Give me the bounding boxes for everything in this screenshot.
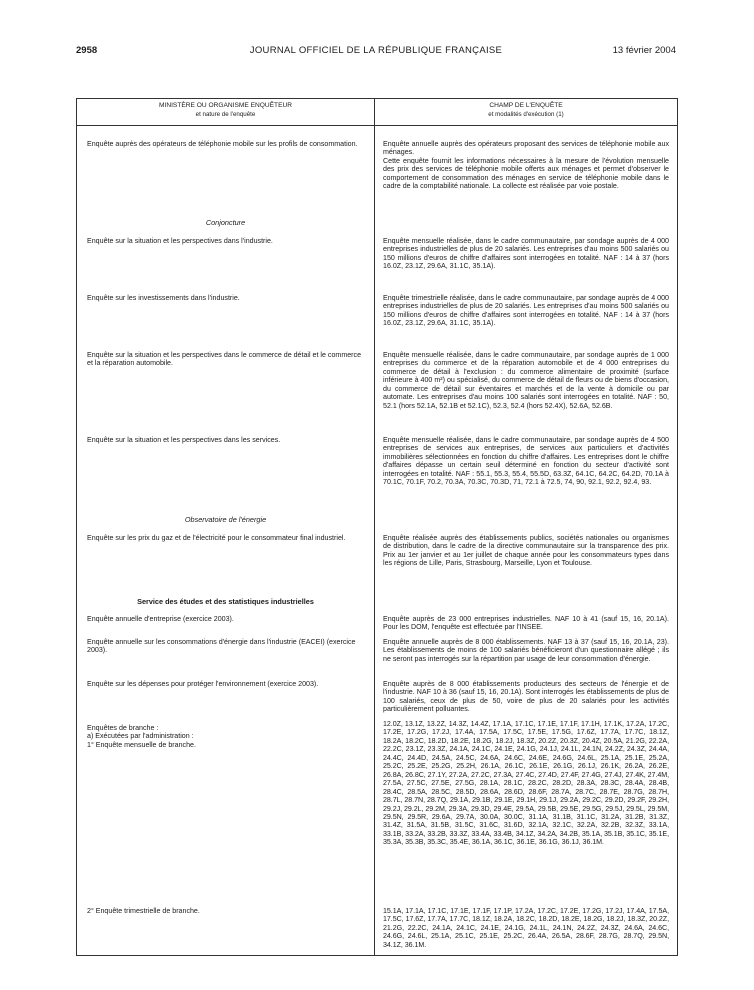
row-services-left: Enquête sur la situation et les perspectives dans les services. xyxy=(87,436,281,444)
row-eae-left: Enquête annuelle d'entreprise (exercice 2003). xyxy=(87,615,234,623)
row-investissements-left: Enquête sur les investissements dans l'industrie. xyxy=(87,294,240,302)
row-branche-mensuelle-right: 12.0Z, 13.1Z, 13.2Z, 14.3Z, 14.4Z, 17.1A, 17.1C, 17.1E, 17.1F, 17.1H, 17.1K, 17.2A, 17.2C, 17.2E, 17.2G, 17.2J, 17.4A, 17.5A, 17.5C, 17.5E, 17.5G, 17.6Z, 17.7A, 17.7C, 18.1Z, 18.2A, 18.2C, 18.2D, 18.2E, 18.2G, 18.2J, 18.3Z, 20.2Z, 20.3Z, 20.4Z, 20.5A, 21.2G, 22.2A, 22.2C, 23.1Z, 23.3Z, 24.1A, 24.1C, 24.1E, 24.1G, 24.1J, 24.1L, 24.1N, 24.2Z, 24.3Z, 24.4A, 24.4C, 24.4D, 24.5A, 24.5C, 24.6A, 24.6C, 24.6E, 24.6G, 24.6L, 25.1A, 25.1E, 25.2A, 25.2C, 25.2E, 25.2G, 25.2H, 26.1A, 26.1C, 26.1E, 26.1G, 26.1J, 26.1K, 26.2A, 26.2E, 26.8A, 26.8C, 27.1Y, 27.2A, 27.2C, 27.3A, 27.4C, 27.4D, 27.4F, 27.4G, 27.4J, 27.4K, 27.4M, 27.5A, 27.5C, 27.5E, 27.5G, 28.1A, 28.1C, 28.2C, 28.2D, 28.3A, 28.3C, 28.4A, 28.4B, 28.4C, 28.5A, 28.5C, 28.5D, 28.6A, 28.6D, 28.6F, 28.7A, 28.7C, 28.7E, 28.7G, 28.7H, 28.7L, 28.7N, 28.7Q, 29.1A, 29.1B, 29.1E, 29.1H, 29.1J, 29.2A, 29.2C, 29.2D, 29.2F, 29.2H, 29.2J, 29.2L, 29.2M, 29.3A, 29.3D, 29.4E, 29.5A, 29.5B, 29.5E, 29.5G, 29.5J, 29.5L, 29.5M, 29.5N, 29.5R, 29.6A, 29.7A, 30.0A, 30.0C, 31.1A, 31.1B, 31.1C, 31.2A, 31.2B, 31.3Z, 31.4Z, 31.5A, 31.5B, 31.5C, 31.6C, 31.6D, 32.1A, 32.1C, 32.2A, 32.2B, 32.3Z, 33.1A, 33.1B, 33.2A, 33.2B, 33.3Z, 33.4A, 33.4B, 34.1Z, 34.2A, 34.2B, 35.1A, 35.1B, 35.1C, 35.1E, 35.3A, 35.3B, 35.3C, 35.4E, 36.1A, 36.1C, 36.1E, 36.1G, 36.1J, 36.1M. xyxy=(383,720,670,847)
row-mobile-right xyxy=(383,140,669,191)
page-header xyxy=(76,45,676,59)
row-mobile-right-para-2: Cette enquête fournit les informations nécessaires à la mesure de l'évolution mensuelle des prix des services de téléphonie mobile offerts aux ménages et permet d'observer le comportement de consommation des ménages en service de téléphonie mobile dans le cadre de la comptabilité nationale. La collecte est réalisée par voie postale. xyxy=(383,156,669,191)
row-branche-subheading: a) Exécutées par l'administration : xyxy=(87,732,194,741)
row-branche-trimestrielle-left: 2° Enquête trimestrielle de branche. xyxy=(87,907,200,915)
row-eacei-right: Enquête annuelle auprès de 8 000 établissements. NAF 13 à 37 (sauf 15, 16, 20.1A, 23). Les établissements de moins de 100 salariés bénéficieront d'un questionnaire allégé ; ils ne seront pas interrogés sur la répartition par usage de leur consommation d'énergie. xyxy=(383,638,669,663)
row-mobile-right-para-1: Enquête annuelle auprès des opérateurs proposant des services de téléphonie mobile aux ménages. xyxy=(383,140,669,157)
section-conjoncture: Conjoncture xyxy=(205,218,246,227)
row-mobile-left: Enquête auprès des opérateurs de téléphonie mobile sur les profils de consommation. xyxy=(87,140,358,148)
row-commerce-left: Enquête sur la situation et les perspectives dans le commerce de détail et le commerce et la réparation automobile. xyxy=(87,351,362,368)
row-branche-mensuelle-label: 1° Enquête mensuelle de branche. xyxy=(87,740,196,749)
row-industrie-right: Enquête mensuelle réalisée, dans le cadre communautaire, par sondage auprès de 4 000 entreprises industrielles de plus de 20 salariés. Les entreprises d'au moins 500 salariés ou 150 millions d'euros de chiffre d'affaires sont interrogées en totalité. NAF : 14 à 37 (hors 16.0Z, 23.1Z, 29.6A, 31.1C, 35.1A). xyxy=(383,237,669,271)
table-header-row xyxy=(77,99,677,126)
row-branche-trimestrielle-right: 15.1A, 17.1A, 17.1C, 17.1E, 17.1F, 17.1P, 17.2A, 17.2C, 17.2E, 17.2G, 17.2J, 17.4A, 17.5A, 17.5C, 17.6Z, 17.7A, 17.7C, 18.1Z, 18.2A, 18.2C, 18.2D, 18.2E, 18.2G, 18.2J, 18.3Z, 20.2Z, 21.2G, 22.2C, 24.1A, 24.1C, 24.1E, 24.1G, 24.1L, 24.1N, 24.2Z, 24.3Z, 24.6A, 24.6C, 24.6G, 24.6L, 25.1A, 25.1C, 25.1E, 25.2C, 26.4A, 26.5A, 28.6F, 28.7G, 28.7Q, 29.5N, 34.1Z, 36.1M. xyxy=(383,907,669,949)
row-prix-gaz-left: Enquête sur les prix du gaz et de l'électricité pour le consommateur final industriel. xyxy=(87,534,346,542)
section-sessi: Service des études et des statistiques industrielles xyxy=(137,597,314,606)
row-services-right: Enquête mensuelle réalisée, dans le cadre communautaire, par sondage auprès de 4 500 entreprises de services aux entreprises, de services aux particuliers et d'activités immobilières sélectionnées en fonction du chiffre d'affaires. Les entreprises dont le chiffre d'affaires dépasse un certain seuil déterminé en fonction du secteur d'activité sont interrogées en totalité. NAF : 55.1, 55.3, 55.4, 55.5D, 63.3Z, 64.1C, 64.2C, 64.2D, 70.1A à 70.1C, 70.1F, 70.2, 70.3A, 70.3C, 70.3D, 71, 72.1 à 72.5, 74, 90, 92.1, 92.2, 92.4, 93. xyxy=(383,436,669,487)
row-investissements-right: Enquête trimestrielle réalisée, dans le cadre communautaire, par sondage auprès de 4 000 entreprises industrielles de plus de 20 salariés. Les entreprises d'au moins 500 salariés ou 150 millions d'euros de chiffre d'affaires sont interrogées en totalité. NAF : 14 à 37 (hors 16.0Z, 23.1Z, 29.6A, 31.1C, 35.1A). xyxy=(383,294,669,328)
row-eae-right: Enquête auprès de 23 000 entreprises industrielles. NAF 10 à 41 (sauf 15, 16, 20.1A). Pour les DOM, l'enquête est effectuée par l'INSEE. xyxy=(383,615,669,632)
row-commerce-right: Enquête mensuelle réalisée, dans le cadre communautaire, par sondage auprès de 1 000 entreprises du commerce et de la réparation automobile et de 4 000 entreprises du commerce de détail à l'exclusion : du commerce alimentaire de proximité (surface inférieure à 400 m²) ou spécialisé, du commerce de détail de fleurs ou de biens d'occasion, du commerce de détail sur éventaires et marchés et de la vente à domicile ou par automate. Les entreprises d'au moins 100 salariés sont interrogées en totalité. NAF : 50, 52.1 (hors 52.1A, 52.1B et 52.1C), 52.3, 52.4 (hors 52.4X), 52.6A, 52.6B. xyxy=(383,351,669,410)
row-eacei-left: Enquête annuelle sur les consommations d'énergie dans l'industrie (EACEI) (exercice 2003). xyxy=(87,638,356,655)
journal-title: JOURNAL OFFICIEL DE LA RÉPUBLIQUE FRANÇAISE xyxy=(249,45,503,56)
survey-table xyxy=(76,98,678,956)
column-header-left-title: MINISTÈRE OU ORGANISME ENQUÊTEUR xyxy=(159,102,292,109)
row-environnement-left: Enquête sur les dépenses pour protéger l'environnement (exercice 2003). xyxy=(87,680,319,688)
column-header-left xyxy=(77,102,374,119)
page-number: 2958 xyxy=(76,45,98,56)
row-prix-gaz-right: Enquête réalisée auprès des établissements publics, sociétés nationales ou organismes de distribution, dans le cadre de la directive communautaire sur la transparence des prix. Prix au 1er janvier et au 1er juillet de chaque année pour les consommateurs types dans les régions de Lille, Paris, Strasbourg, Marseille, Lyon et Toulouse. xyxy=(383,534,669,568)
row-branche-heading: Enquêtes de branche : xyxy=(87,724,159,732)
row-industrie-left: Enquête sur la situation et les perspectives dans l'industrie. xyxy=(87,237,273,245)
publication-date: 13 février 2004 xyxy=(612,45,676,56)
column-header-left-subtitle: et nature de l'enquête xyxy=(195,110,256,118)
row-branche-mensuelle-left xyxy=(87,724,363,749)
column-divider xyxy=(374,99,375,955)
column-header-right xyxy=(375,102,677,119)
column-header-right-subtitle: et modalités d'exécution (1) xyxy=(488,110,564,118)
section-energie: Observatoire de l'énergie xyxy=(184,515,267,524)
row-environnement-right: Enquête auprès de 8 000 établissements producteurs des secteurs de l'énergie et de l'industrie. NAF 10 à 36 (sauf 15, 16, 20.1A). Sont interrogés les établissements de plus de 100 salariés, ceux de plus de 50, voire de plus de 20 salariés pour les activités particulièrement polluantes. xyxy=(383,680,669,714)
column-header-right-title: CHAMP DE L'ENQUÊTE xyxy=(489,102,563,109)
